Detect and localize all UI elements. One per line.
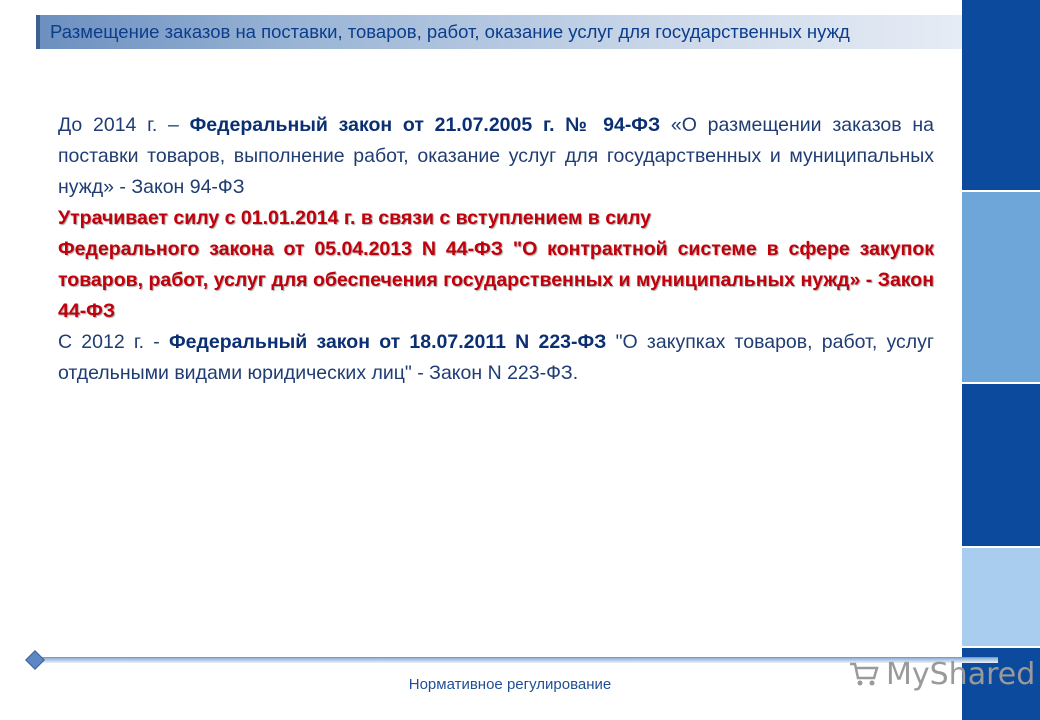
law-title-94fz: Федеральный закон от 21.07.2005 г. № 94-ФЗ — [189, 114, 661, 136]
right-decorative-stripe — [962, 0, 1040, 720]
stripe-block — [962, 192, 1040, 382]
watermark — [848, 654, 1035, 694]
stripe-block — [962, 0, 1040, 190]
paragraph-223fz — [58, 327, 934, 389]
divider-diamond-icon — [25, 650, 45, 670]
watermark-text: MyShared — [886, 656, 1036, 692]
para-prefix: До 2014 г. – — [58, 114, 190, 136]
slide-title: Размещение заказов на поставки, товаров, работ, оказание услуг для государственных нужд — [50, 21, 850, 42]
slide-body — [58, 110, 934, 389]
paragraph-44fz: Федерального закона от 05.04.2013 N 44-ФЗ "О контрактной системе в сфере закупок товаров, работ, услуг для обеспечения государственных и муниципальных нужд» - Закон 44-ФЗ — [58, 238, 934, 322]
stripe-block — [962, 548, 1040, 646]
para-text: "О закупках товаров, работ, услуг отдельными видами юридических лиц" - Закон N 223-ФЗ. — [58, 331, 934, 384]
cart-icon — [848, 658, 880, 690]
paragraph-repeal-notice: Утрачивает силу с 01.01.2014 г. в связи с вступлением в силу — [58, 207, 652, 229]
footer-label: Нормативное регулирование — [408, 676, 612, 693]
stripe-block — [962, 384, 1040, 546]
law-title-223fz: Федеральный закон от 18.07.2011 N 223-ФЗ — [169, 331, 607, 353]
para-text: «О размещении заказов на поставки товаров, выполнение работ, оказание услуг для государственных и муниципальных нужд» - Закон 94-ФЗ — [58, 114, 934, 198]
paragraph-94fz — [58, 110, 934, 203]
para-prefix: С 2012 г. - — [58, 331, 170, 353]
